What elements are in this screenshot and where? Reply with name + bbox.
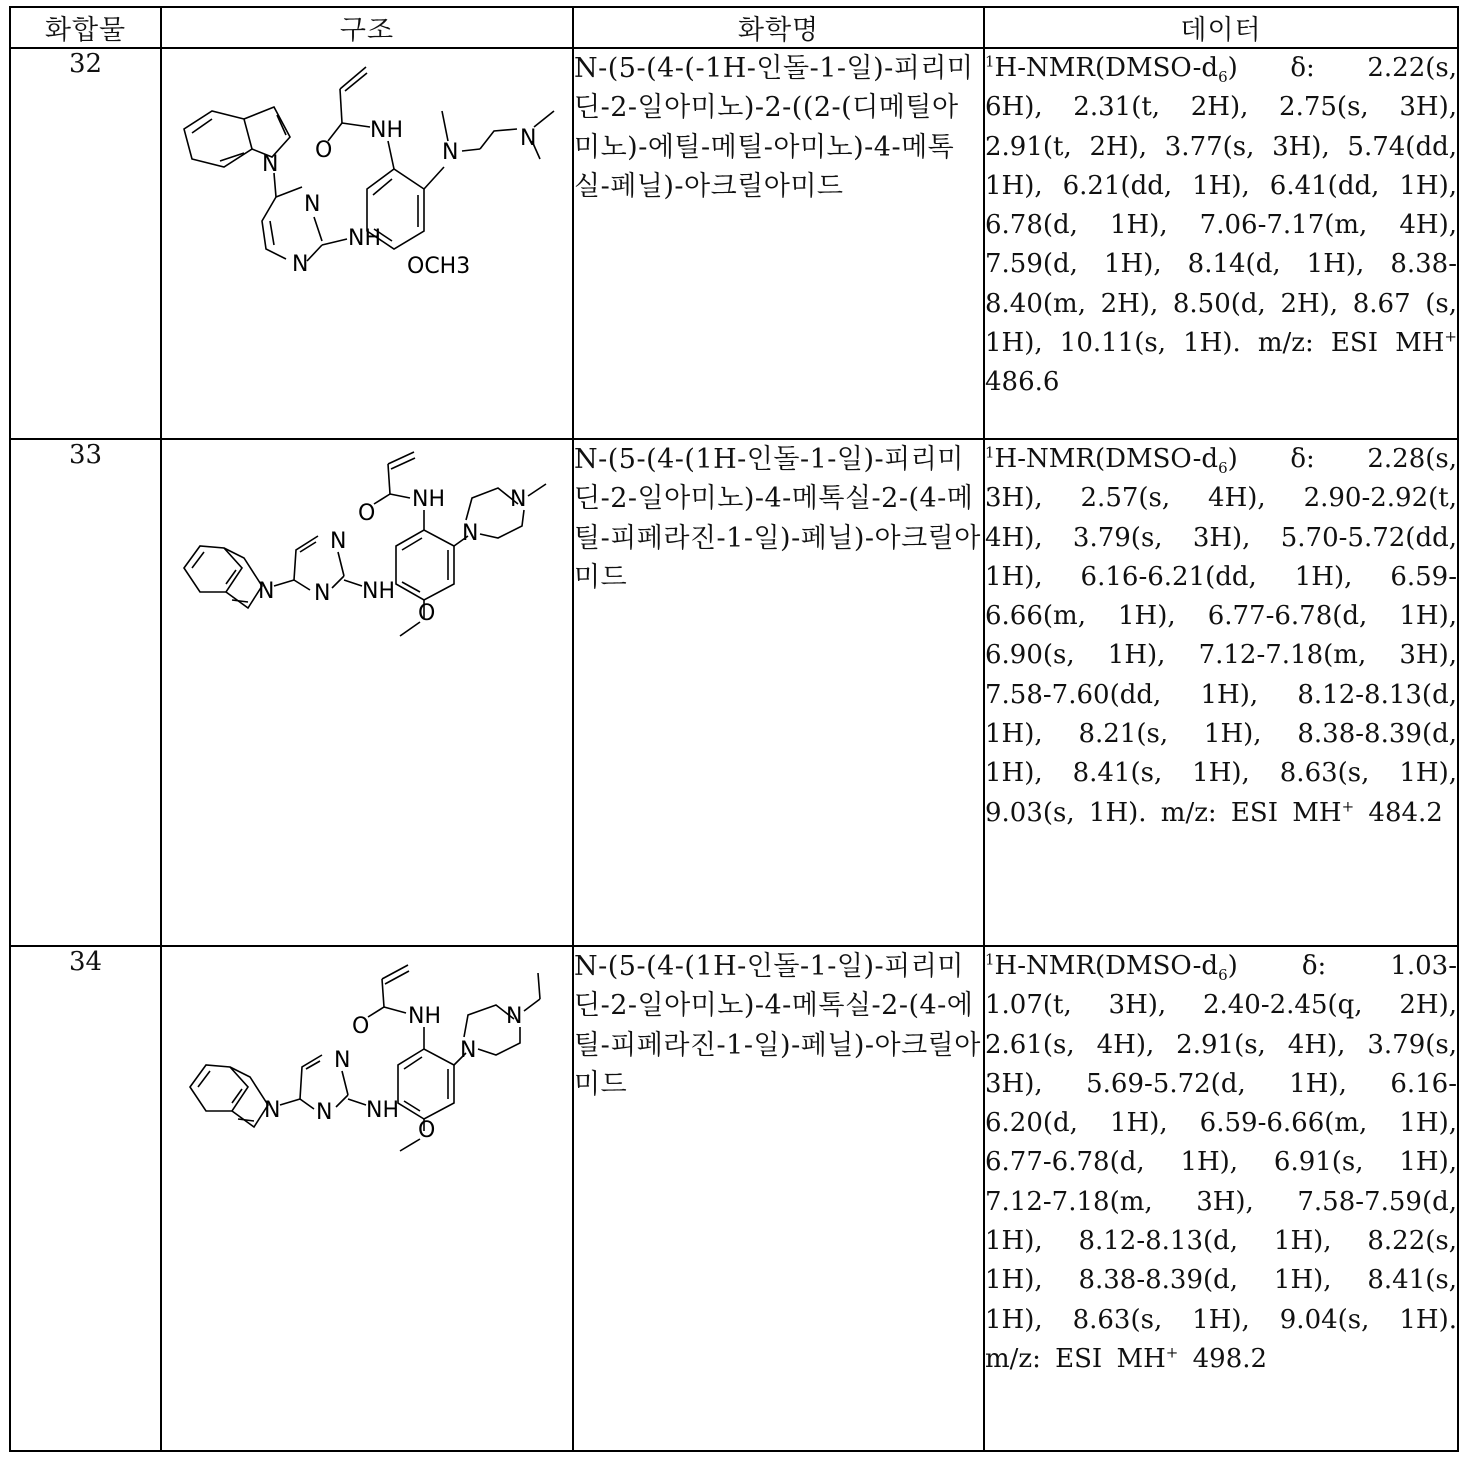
svg-text:N: N — [262, 152, 279, 177]
svg-text:O: O — [352, 1014, 370, 1039]
svg-text:N: N — [304, 192, 321, 217]
nmr-data: $^1H-NMR(DMSO-d_6)$ δ: 1.03-1.07(t, 3H), 2.40-2.45(q, 2H), 2.61(s, 4H), 2.91(s, 4H), 3.79(s, 3H), 5.69-5.72(d, 1H), 6.16-6.20(d, 1H), 6.59-6.66(m, 1H), 6.77-6.78(d, 1H), 6.91(s, 1H), 7.12-7.18(m, 3H), 7.58-7.59(d, 1H), 8.12-8.13(d, 1H), 8.22(s, 1H), 8.38-8.39(d, 1H), 8.41(s, 1H), 8.63(s, 1H), 9.04(s, 1H). m/z: ESI MH+ 498.2 — [984, 946, 1458, 1451]
structure-cell — [161, 946, 573, 1451]
svg-text:NH: NH — [366, 1098, 399, 1123]
svg-text:N: N — [510, 487, 527, 512]
svg-text:O: O — [315, 138, 333, 163]
table-row — [10, 48, 1458, 439]
svg-text:NH: NH — [370, 118, 403, 143]
svg-text:O: O — [358, 501, 376, 526]
svg-text:N: N — [460, 1038, 477, 1063]
table-header-row — [10, 7, 1458, 48]
compound-number: 32 — [10, 48, 161, 439]
chemical-name: N-(5-(4-(1H-인돌-1-일)-피리미딘-2-일아미노)-4-메톡실-2-(4-메틸-피페라진-1-일)-페닐)-아크릴아미드 — [573, 439, 984, 946]
svg-text:N: N — [442, 140, 459, 165]
chemical-name: N-(5-(4-(-1H-인돌-1-일)-피리미딘-2-일아미노)-2-((2-(디메틸아미노)-에틸-메틸-아미노)-4-메톡실-페닐)-아크릴아미드 — [573, 48, 984, 439]
table-row — [10, 946, 1458, 1451]
chemical-structure-diagram-icon — [162, 947, 572, 1450]
svg-text:N: N — [258, 579, 275, 604]
header-data: 데이터 — [984, 7, 1458, 48]
header-structure: 구조 — [161, 7, 573, 48]
svg-text:NH: NH — [362, 579, 395, 604]
svg-text:N: N — [316, 1100, 333, 1125]
svg-text:NH: NH — [412, 487, 445, 512]
compound-data-table — [9, 6, 1459, 1452]
svg-text:N: N — [520, 126, 537, 151]
svg-text:OCH3: OCH3 — [407, 254, 471, 279]
svg-text:N: N — [334, 1048, 351, 1073]
nmr-data: $^1H-NMR(DMSO-d_6)$ δ: 2.28(s, 3H), 2.57(s, 4H), 2.90-2.92(t, 4H), 3.79(s, 3H), 5.70-5.72(dd, 1H), 6.16-6.21(dd, 1H), 6.59-6.66(m, 1H), 6.77-6.78(d, 1H), 6.90(s, 1H), 7.12-7.18(m, 3H), 7.58-7.60(dd, 1H), 8.12-8.13(d, 1H), 8.21(s, 1H), 8.38-8.39(d, 1H), 8.41(s, 1H), 8.63(s, 1H), 9.03(s, 1H). m/z: ESI MH+ 484.2 — [984, 439, 1458, 946]
compound-number: 34 — [10, 946, 161, 1451]
table-row — [10, 439, 1458, 946]
svg-text:O: O — [418, 601, 436, 626]
header-chemical-name: 화학명 — [573, 7, 984, 48]
svg-text:NH: NH — [348, 226, 381, 251]
header-compound: 화합물 — [10, 7, 161, 48]
chemical-name: N-(5-(4-(1H-인돌-1-일)-피리미딘-2-일아미노)-4-메톡실-2-(4-에틸-피페라진-1-일)-페닐)-아크릴아미드 — [573, 946, 984, 1451]
compound-number: 33 — [10, 439, 161, 946]
svg-text:N: N — [506, 1004, 523, 1029]
structure-cell — [161, 439, 573, 946]
svg-text:N: N — [314, 581, 331, 606]
chemical-structure-diagram-icon — [162, 440, 572, 945]
structure-cell — [161, 48, 573, 439]
svg-text:N: N — [264, 1098, 281, 1123]
svg-text:NH: NH — [408, 1004, 441, 1029]
svg-text:N: N — [330, 529, 347, 554]
svg-text:O: O — [418, 1118, 436, 1143]
nmr-data: $^1H-NMR(DMSO-d_6)$ δ: 2.22(s, 6H), 2.31(t, 2H), 2.75(s, 3H), 2.91(t, 2H), 3.77(s, 3H), 5.74(dd, 1H), 6.21(dd, 1H), 6.41(dd, 1H), 6.78(d, 1H), 7.06-7.17(m, 4H), 7.59(d, 1H), 8.14(d, 1H), 8.38-8.40(m, 2H), 8.50(d, 2H), 8.67 (s, 1H), 10.11(s, 1H). m/z: ESI MH+ 486.6 — [984, 48, 1458, 439]
chemical-structure-diagram-icon — [162, 49, 572, 438]
svg-text:N: N — [462, 521, 479, 546]
svg-text:N: N — [292, 252, 309, 277]
